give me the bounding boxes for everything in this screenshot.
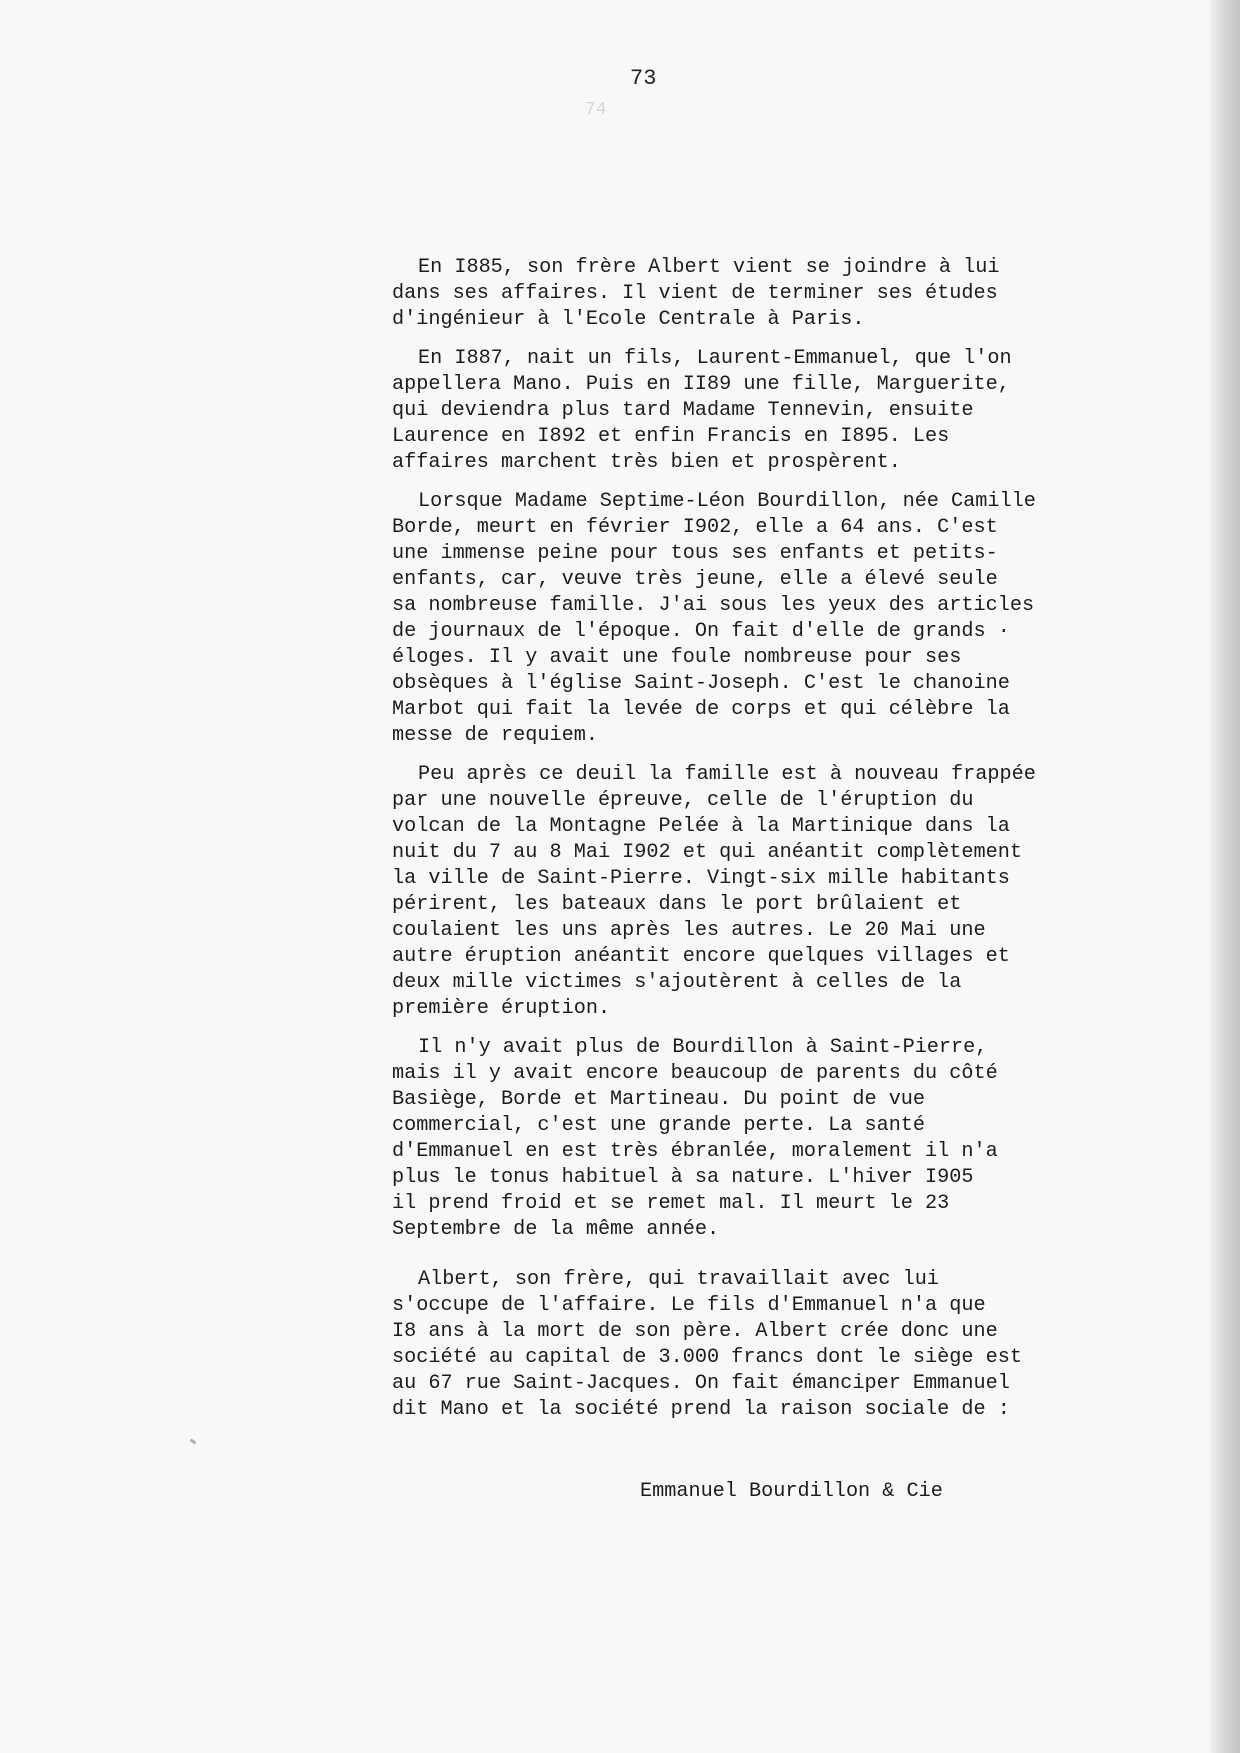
paragraph-4: Peu après ce deuil la famille est à nouveau frappée par une nouvelle épreuve, celle de l'éruption du volcan de la Montagne Pelée à la Martinique dans la nuit du 7 au 8 Mai I902 et qui anéantit complètement la ville de Saint-Pierre. Vingt-six mille habitants périrent, les bateaux dans le port brûlaient et coulaient les uns après les autres. Le 20 Mai une autre éruption anéantit encore quelques villages et deux mille victimes s'ajoutèrent à celles de la première éruption. <box>392 763 1036 1020</box>
paragraph-5: Il n'y avait plus de Bourdillon à Saint-Pierre, mais il y avait encore beaucoup de parents du côté Basiège, Borde et Martineau. Du point de vue commercial, c'est une grande perte. La santé d'Emmanuel en est très ébranlée, moralement il n'a plus le tonus habituel à sa nature. L'hiver I905 il prend froid et se remet mal. Il meurt le 23 Septembre de la même année. <box>392 1036 998 1241</box>
paragraph-1: En I885, son frère Albert vient se joindre à lui dans ses affaires. Il vient de terminer ses études d'ingénieur à l'Ecole Centrale à Paris. <box>392 256 1000 331</box>
paragraph-3: Lorsque Madame Septime-Léon Bourdillon, née Camille Borde, meurt en février I902, elle a 64 ans. C'est une immense peine pour tous ses enfants et petits- enfants, car, veuve très jeune, elle a élevé seule sa nombreuse famille. J'ai sous les yeux des articles de journaux de l'époque. On fait d'elle de grands · éloges. Il y avait une foule nombreuse pour ses obsèques à l'église Saint-Joseph. C'est le chanoine Marbot qui fait la levée de corps et qui célèbre la messe de requiem. <box>392 490 1036 747</box>
paragraph-6: Albert, son frère, qui travaillait avec lui s'occupe de l'affaire. Le fils d'Emmanuel n'a que I8 ans à la mort de son père. Albert crée donc une société au capital de 3.000 francs dont le siège est au 67 rue Saint-Jacques. On fait émanciper Emmanuel dit Mano et la société prend la raison sociale de : <box>392 1268 1022 1421</box>
page-number: 73 <box>630 66 657 91</box>
paper-speck <box>190 1439 197 1445</box>
company-name: Emmanuel Bourdillon & Cie <box>640 1480 943 1503</box>
paragraph-2: En I887, nait un fils, Laurent-Emmanuel, que l'on appellera Mano. Puis en II89 une fille, Marguerite, qui deviendra plus tard Madame Tennevin, ensuite Laurence en I892 et enfin Francis en I895. Les affaires marchent très bien et prospèrent. <box>392 347 1012 474</box>
binding-shadow <box>1210 0 1240 1753</box>
bleed-through-page-number: 74 <box>585 100 607 120</box>
body-text <box>392 255 1112 1436</box>
